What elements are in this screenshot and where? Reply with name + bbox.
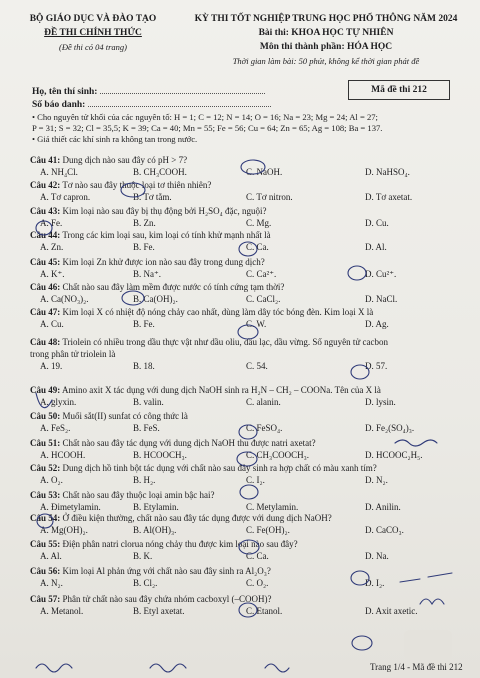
question-number: Câu 53: (30, 490, 61, 500)
option-a: A. Đimetylamin. (40, 502, 101, 512)
question-text: Dung dịch hồ tinh bột tác dụng với chất nào sau đây sinh ra hợp chất có màu xanh tím? (62, 463, 377, 473)
question-number: Câu 45: (30, 257, 61, 267)
option-a: A. K⁺. (40, 269, 65, 279)
answer-options (40, 242, 470, 254)
question-stem (30, 490, 456, 501)
option-c: C. W. (246, 319, 267, 329)
question-number: Câu 42: (30, 180, 61, 190)
question-text: Phân tử chất nào sau đây chứa nhóm cacboxyl (–COOH)? (62, 594, 272, 604)
answer-options (40, 361, 470, 373)
option-a: A. FeS₂. (40, 423, 71, 433)
option-b: B. FeS. (133, 423, 160, 433)
option-b: B. HCOOCH₃. (133, 450, 187, 460)
option-d: D. Axit axetic. (365, 606, 418, 616)
question-stem (30, 438, 456, 449)
question-number: Câu 49: (30, 385, 61, 395)
candidate-name-row (32, 85, 265, 97)
answer-options (40, 294, 470, 306)
option-d: D. Na. (365, 551, 389, 561)
candidate-id-label: Số báo danh: (32, 100, 86, 110)
question-text: Chất nào sau đây thuộc loại amin bậc hai? (62, 490, 215, 500)
exam-time: Thời gian làm bài: 50 phút, không kể thời gian phát đề (232, 56, 420, 66)
answer-options (40, 475, 470, 487)
option-d: D. Cu. (365, 218, 389, 228)
question-text: Dung dịch nào sau đây có pH > 7? (62, 155, 188, 165)
gas-assumption: • Giả thiết các khí sinh ra không tan trong nước. (32, 134, 198, 144)
ministry-name: BỘ GIÁO DỤC VÀ ĐÀO TẠO (29, 14, 157, 24)
question-stem (30, 566, 456, 577)
page-count: (Đề thi có 04 trang) (59, 42, 127, 52)
question-text: Chất nào sau đây tác dụng với dung dịch NaOH thu được natri axetat? (62, 438, 316, 448)
option-a: A. Mg(OH)₂. (40, 525, 88, 535)
question-text: Kim loại nào sau đây bị thụ động bởi H₂SO₄ đặc, nguội? (62, 206, 267, 216)
question-stem (30, 594, 456, 605)
subject-name: Môn thi thành phần: HÓA HỌC (259, 42, 393, 52)
answer-options (40, 319, 470, 331)
option-b: B. 18. (133, 361, 155, 371)
option-b: B. Etyl axetat. (133, 606, 185, 616)
option-d: D. Cu²⁺. (365, 269, 397, 279)
option-d: D. Tơ axetat. (365, 192, 413, 202)
question-stem (30, 307, 456, 318)
answer-options (40, 450, 470, 462)
question-number: Câu 44: (30, 230, 61, 240)
question-text: Chất nào sau đây làm mềm được nước có tính cứng tạm thời? (62, 282, 285, 292)
candidate-id-row (32, 98, 271, 110)
option-d: D. HCOOC₂H₅. (365, 450, 423, 460)
question-number: Câu 47: (30, 307, 61, 317)
option-b: B. Cl₂. (133, 578, 158, 588)
option-b: B. Etylamin. (133, 502, 179, 512)
option-b: B. valin. (133, 397, 164, 407)
option-d: D. 57. (365, 361, 388, 371)
option-b: B. Fe. (133, 319, 155, 329)
question-text: Trong các kim loại sau, kim loại có tính khử mạnh nhất là (62, 230, 271, 240)
option-a: A. Zn. (40, 242, 64, 252)
candidate-id-blank (88, 98, 271, 107)
question-number: Câu 41: (30, 155, 61, 165)
question-stem (30, 463, 456, 474)
question-stem (30, 155, 456, 166)
question-text: Amino axit X tác dụng với dung dịch NaOH sinh ra H₂N – CH₂ – COONa. Tên của X là (62, 385, 381, 395)
question-text: Ở điều kiện thường, chất nào sau đây tác dụng được với dung dịch NaOH? (62, 513, 332, 523)
option-c: C. Ca. (246, 551, 269, 561)
option-c: C. Mg. (246, 218, 272, 228)
question-text: Muối sắt(II) sunfat có công thức là (62, 411, 188, 421)
option-c: C. O₂. (246, 578, 269, 588)
candidate-name-blank (100, 85, 265, 94)
question-text: Triolein có nhiều trong dầu thực vật như dầu oliu, dầu lạc, dầu vừng. Số nguyên tử cacbon (62, 337, 388, 347)
option-d: D. CaCO₃. (365, 525, 404, 535)
option-a: A. Tơ capron. (40, 192, 91, 202)
atomic-mass-line-2: P = 31; S = 32; Cl = 35,5; K = 39; Ca = 40; Mn = 55; Fe = 56; Cu = 64; Zn = 65; Ag = 108; Ba = 137. (32, 123, 383, 133)
option-c: C. Fe(OH)₂. (246, 525, 290, 535)
option-d: D. Fe₂(SO₄)₃. (365, 423, 415, 433)
option-b: B. Na⁺. (133, 269, 161, 279)
page-footer: Trang 1/4 - Mã đề thi 212 (370, 662, 463, 672)
answer-options (40, 167, 470, 179)
option-a: A. N₂. (40, 578, 63, 588)
exam-title: KỲ THI TỐT NGHIỆP TRUNG HỌC PHỔ THÔNG NĂM 2024 (194, 14, 458, 24)
question-text: Kim loại Zn khử được ion nào sau đây trong dung dịch? (62, 257, 265, 267)
answer-options (40, 525, 470, 537)
official-label: ĐỀ THI CHÍNH THỨC (44, 28, 142, 38)
question-stem (30, 180, 456, 191)
option-b: B. K. (133, 551, 153, 561)
option-a: A. HCOOH. (40, 450, 86, 460)
option-c: C. CH₃COOCH₃. (246, 450, 310, 460)
answer-options (40, 423, 470, 435)
question-stem (30, 337, 456, 348)
option-c: C. Etanol. (246, 606, 283, 616)
option-b: B. Ca(OH)₂. (133, 294, 178, 304)
subject-group: Bài thi: KHOA HỌC TỰ NHIÊN (258, 28, 394, 38)
option-a: A. Metanol. (40, 606, 84, 616)
question-stem (30, 282, 456, 293)
option-b: B. Al(OH)₃. (133, 525, 177, 535)
question-text: Tơ nào sau đây thuộc loại tơ thiên nhiên? (62, 180, 212, 190)
option-c: C. Tơ nitron. (246, 192, 293, 202)
option-c: C. Metylamin. (246, 502, 299, 512)
option-c: C. CaCl₂. (246, 294, 281, 304)
option-c: C. 54. (246, 361, 268, 371)
atomic-mass-line-1: • Cho nguyên tử khối của các nguyên tố: H = 1; C = 12; N = 14; O = 16; Na = 23; Mg = 24; Al = 27; (32, 112, 378, 122)
option-b: B. CH₃COOH. (133, 167, 187, 177)
option-b: B. H₂. (133, 475, 156, 485)
answer-options (40, 578, 470, 590)
option-c: C. Ca²⁺. (246, 269, 277, 279)
answer-options (40, 269, 470, 281)
option-a: A. O₂. (40, 475, 63, 485)
candidate-name-label: Họ, tên thí sinh: (32, 87, 98, 97)
answer-options (40, 606, 470, 618)
option-d: D. Al. (365, 242, 387, 252)
option-c: C. NaOH. (246, 167, 283, 177)
question-number: Câu 52: (30, 463, 61, 473)
option-a: A. Cu. (40, 319, 64, 329)
option-a: A. NH₄Cl. (40, 167, 78, 177)
answer-options (40, 551, 470, 563)
option-d: D. NaHSO₄. (365, 167, 410, 177)
question-number: Câu 55: (30, 539, 61, 549)
question-text: Điện phân natri clorua nóng chảy thu được kim loại nào sau đây? (62, 539, 298, 549)
question-stem (30, 539, 456, 550)
question-text-continued: trong phân tử triolein là (30, 349, 116, 359)
question-number: Câu 48: (30, 337, 61, 347)
option-d: D. Ag. (365, 319, 389, 329)
option-b: B. Fe. (133, 242, 155, 252)
question-text: Kim loại Al phản ứng với chất nào sau đây sinh ra Al₂O₃? (62, 566, 271, 576)
question-stem (30, 206, 456, 217)
watermark-logo (404, 630, 452, 660)
option-b: B. Tơ tằm. (133, 192, 172, 202)
question-number: Câu 56: (30, 566, 61, 576)
question-stem (30, 411, 456, 422)
option-a: A. Fe. (40, 218, 63, 228)
answer-options (40, 192, 470, 204)
option-c: C. alanin. (246, 397, 281, 407)
question-number: Câu 50: (30, 411, 61, 421)
option-a: A. 19. (40, 361, 63, 371)
exam-code-box: Mã đề thi 212 (348, 80, 450, 100)
question-stem (30, 257, 456, 268)
question-stem (30, 230, 456, 241)
option-b: B. Zn. (133, 218, 156, 228)
question-number: Câu 54: (30, 513, 61, 523)
option-d: D. NaCl. (365, 294, 398, 304)
question-text: Kim loại X có nhiệt độ nóng chảy cao nhất, dùng làm dây tóc bóng đèn. Kim loại X là (62, 307, 374, 317)
question-number: Câu 46: (30, 282, 61, 292)
option-a: A. Al. (40, 551, 62, 561)
answer-options (40, 218, 470, 230)
option-c: C. FeSO₄. (246, 423, 283, 433)
option-d: D. lysin. (365, 397, 396, 407)
question-number: Câu 43: (30, 206, 61, 216)
question-number: Câu 57: (30, 594, 61, 604)
option-d: D. I₂. (365, 578, 385, 588)
question-stem (30, 513, 456, 524)
option-c: C. Ca. (246, 242, 269, 252)
question-stem (30, 385, 456, 396)
option-c: C. I₂. (246, 475, 265, 485)
option-d: D. N₂. (365, 475, 388, 485)
answer-options (40, 397, 470, 409)
option-a: A. glyxin. (40, 397, 77, 407)
option-a: A. Ca(NO₃)₂. (40, 294, 89, 304)
option-d: D. Anilin. (365, 502, 401, 512)
question-number: Câu 51: (30, 438, 61, 448)
